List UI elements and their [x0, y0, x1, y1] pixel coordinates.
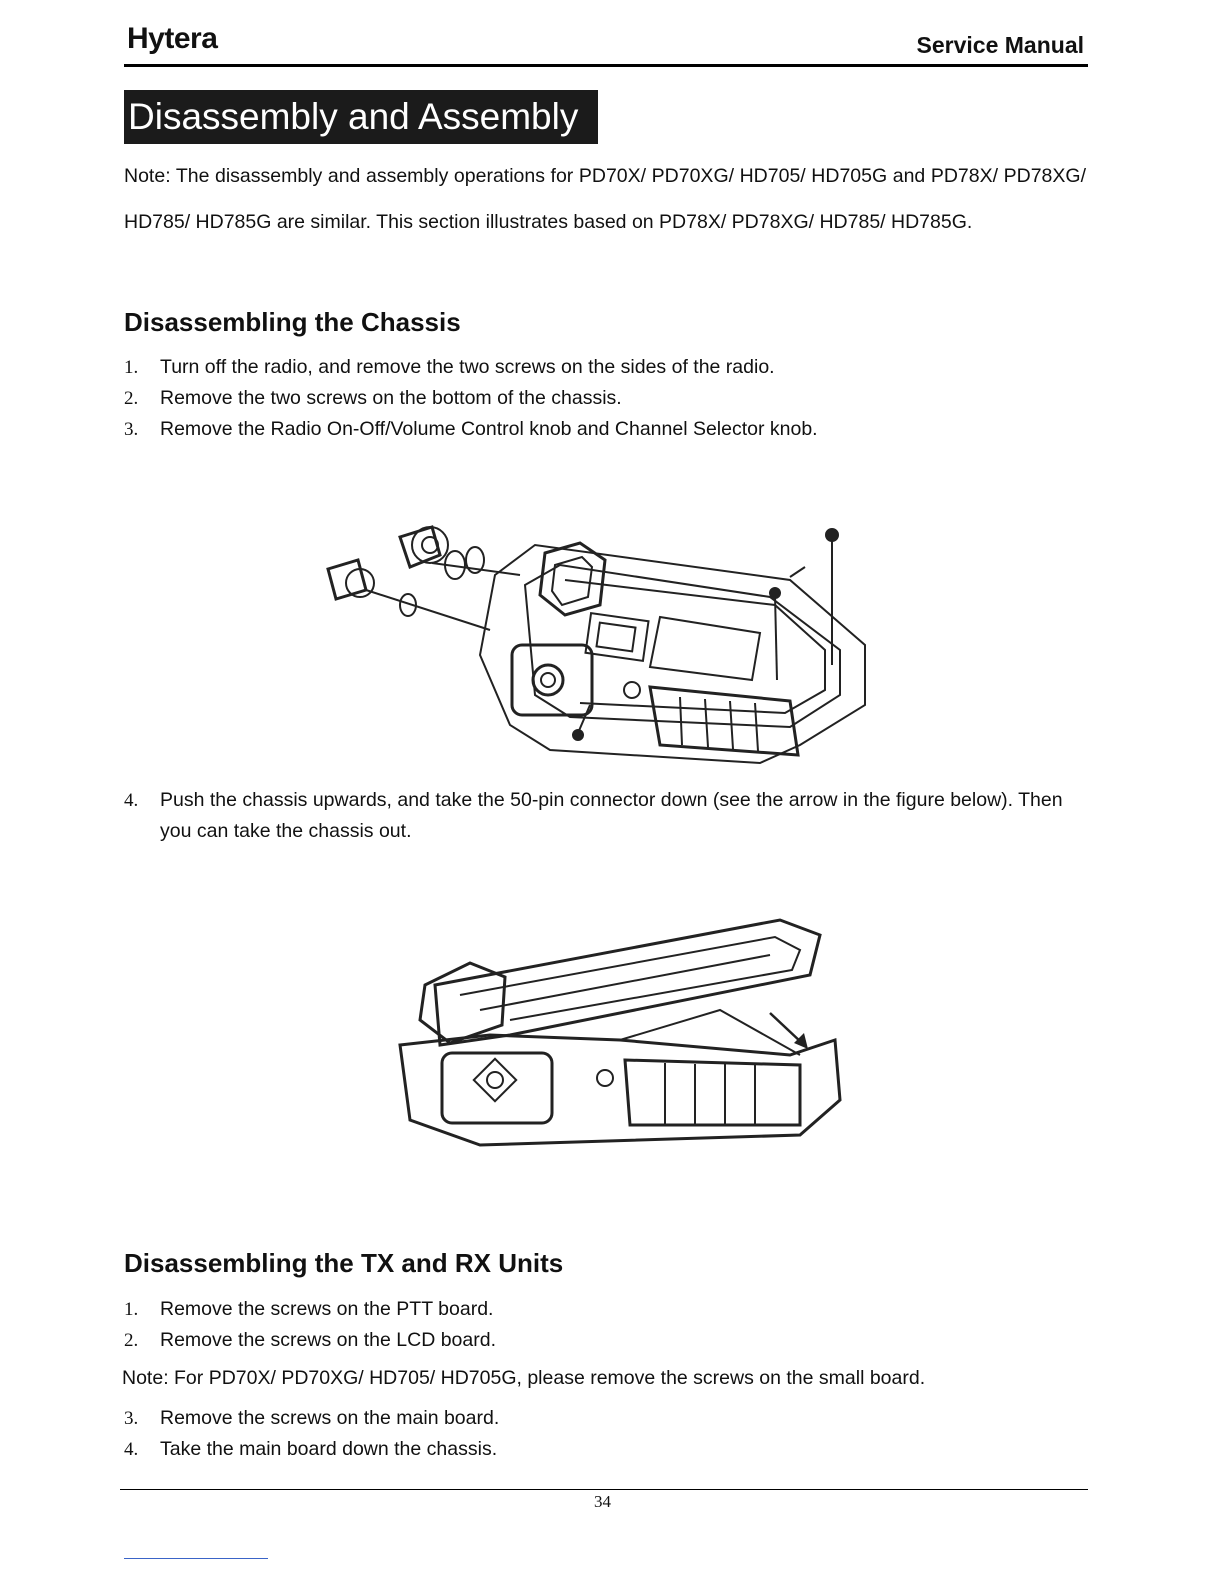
step-text: Remove the Radio On-Off/Volume Control knob and Channel Selector knob. — [160, 418, 818, 440]
step-text: Turn off the radio, and remove the two screws on the sides of the radio. — [160, 356, 775, 378]
chassis-removal-figure — [380, 915, 850, 1155]
step-number: 2. — [124, 1330, 139, 1351]
chassis-heading: Disassembling the Chassis — [124, 307, 461, 337]
step-text: Remove the screws on the LCD board. — [160, 1329, 496, 1351]
step-text: Remove the screws on the main board. — [160, 1407, 500, 1429]
step-number: 3. — [124, 1408, 139, 1429]
units-heading: Disassembling the TX and RX Units — [124, 1248, 564, 1278]
step-number: 4. — [124, 1439, 139, 1460]
chassis-exploded-figure — [320, 505, 880, 775]
step-number: 4. — [124, 790, 139, 811]
step-text: Remove the screws on the PTT board. — [160, 1298, 494, 1320]
footer-link-underline — [124, 1558, 268, 1559]
intro-note: Note: The disassembly and assembly operations for PD70X/ PD70XG/ HD705/ HD705G and PD78X/ PD78XG/ HD785/ HD785G are similar. This section illustrates based on PD78X/ PD78XG/ HD785/ HD785G. — [124, 165, 1086, 233]
footer-rule — [120, 1489, 1088, 1490]
step-number: 2. — [124, 388, 139, 409]
page-number: 34 — [594, 1492, 611, 1511]
brand-logo: Hytera — [127, 22, 218, 55]
header-manual-label: Service Manual — [916, 32, 1084, 58]
step-text: Remove the two screws on the bottom of the chassis. — [160, 387, 622, 409]
step-text: Push the chassis upwards, and take the 50-pin connector down (see the arrow in the figure below). Then you can take the chassis out. — [160, 789, 1063, 842]
header-rule — [124, 64, 1088, 67]
units-note: Note: For PD70X/ PD70XG/ HD705/ HD705G, please remove the screws on the small board. — [122, 1367, 926, 1389]
step-number: 3. — [124, 419, 139, 440]
step-number: 1. — [124, 357, 139, 378]
section-title: Disassembly and Assembly — [124, 90, 598, 144]
step-number: 1. — [124, 1299, 139, 1320]
step-text: Take the main board down the chassis. — [160, 1438, 498, 1460]
